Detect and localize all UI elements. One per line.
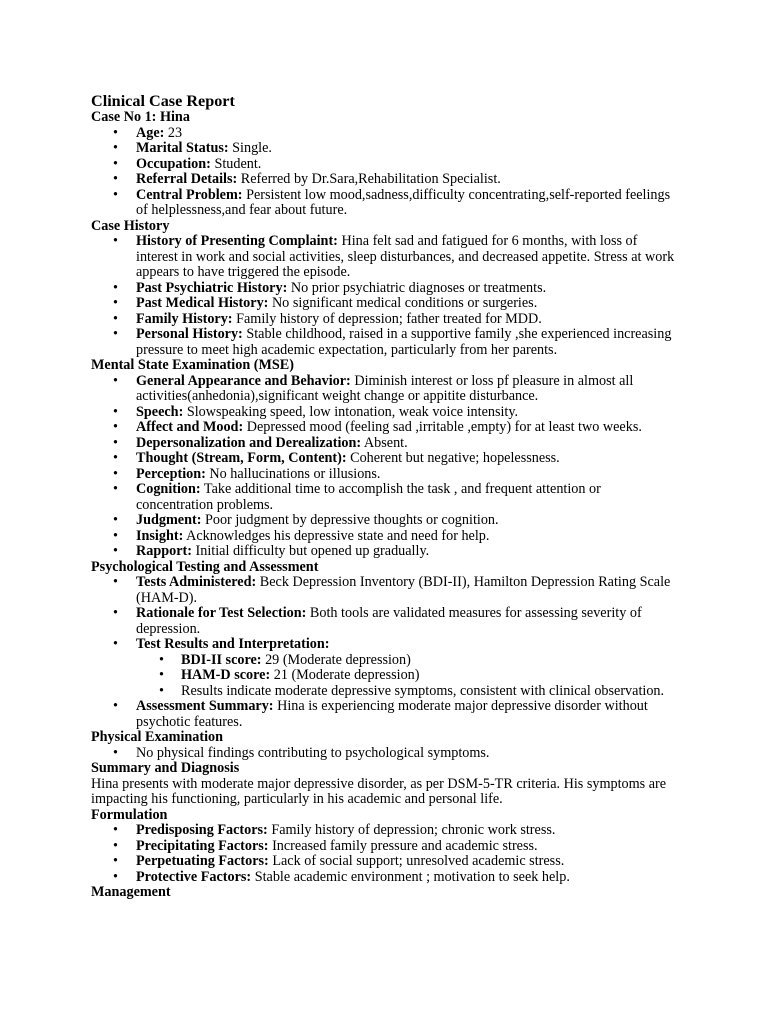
list-item-text: Lack of social support; unresolved academic stress. xyxy=(268,853,565,869)
list-item-marital-status xyxy=(91,141,681,157)
section-heading-case-history: Case History xyxy=(91,217,170,234)
list-item-occupation xyxy=(91,157,681,173)
list-item-label: Protective Factors: xyxy=(136,868,252,885)
section-heading-formulation: Formulation xyxy=(91,806,168,823)
list-item-tests-administered xyxy=(91,575,681,606)
list-item-perception xyxy=(91,467,681,483)
list-item-text: No physical findings contributing to psychological symptoms. xyxy=(136,744,490,761)
list-item-label: Predisposing Factors: xyxy=(136,822,268,838)
list-item-label: Cognition: xyxy=(136,481,201,497)
list-item-text: Diminish interest or loss pf pleasure in almost all activities(anhedonia),significant weight change or appitite disturbance. xyxy=(136,372,634,404)
list-item-text: Increased family pressure and academic stress. xyxy=(268,837,538,854)
list-item-text: Absent. xyxy=(361,434,408,451)
list-item-text: Hina felt sad and fatigued for 6 months, with loss of interest in work and social activities, sleep disturbances, and decreased appetite. Stress at work appears to have triggered the episode. xyxy=(136,233,675,280)
list-item-age xyxy=(91,126,681,142)
list-item-text: 29 (Moderate depression) xyxy=(261,651,411,668)
list-item-label: Judgment: xyxy=(136,512,202,528)
list-item-text: Slowspeaking speed, low intonation, weak voice intensity. xyxy=(183,403,519,420)
document-body xyxy=(91,92,681,901)
physical-list xyxy=(91,746,681,762)
list-item-test-results xyxy=(91,637,681,699)
list-item-predisposing xyxy=(91,823,681,839)
section-heading-physical: Physical Examination xyxy=(91,729,224,745)
list-item-text: Depressed mood (feeling sad ,irritable ,empty) for at least two weeks. xyxy=(243,419,642,435)
list-item-label: HAM-D score: xyxy=(181,667,271,683)
list-item-label: Central Problem: xyxy=(136,186,243,203)
list-item-cognition xyxy=(91,482,681,513)
list-item-label: Insight: xyxy=(136,527,184,544)
section-heading-case: Case No 1: Hina xyxy=(91,109,190,125)
sublist-item-bdi-score xyxy=(136,653,681,669)
list-item-text: 23 xyxy=(164,124,183,141)
list-item-past-psychiatric-history xyxy=(91,281,681,297)
list-item-text: Hina is experiencing moderate major depressive disorder without psychotic features. xyxy=(136,698,648,730)
list-item-text: Family history of depression; chronic work stress. xyxy=(267,822,556,838)
list-item-text: Stable childhood, raised in a supportive family ,she experienced increasing pressure to meet high academic expectation, particularly from her parents. xyxy=(136,326,672,358)
list-item-rationale xyxy=(91,606,681,637)
list-item-label: General Appearance and Behavior: xyxy=(136,372,351,389)
list-item-text: 21 (Moderate depression) xyxy=(270,667,420,683)
formulation-list xyxy=(91,823,681,885)
list-item-personal-history xyxy=(91,327,681,358)
list-item-insight xyxy=(91,529,681,545)
list-item-label: Family History: xyxy=(136,310,233,327)
list-item-label: Referral Details: xyxy=(136,171,238,187)
sublist-item-results-interpretation xyxy=(136,684,681,700)
list-item-referral-details xyxy=(91,172,681,188)
list-item-label: Personal History: xyxy=(136,326,243,342)
list-item-affect-mood xyxy=(91,420,681,436)
list-item-label: Perpetuating Factors: xyxy=(136,853,269,869)
list-item-depersonalization xyxy=(91,436,681,452)
list-item-text: Initial difficulty but opened up gradually. xyxy=(191,543,430,559)
list-item-label: Thought (Stream, Form, Content): xyxy=(136,450,347,466)
list-item-label: Assessment Summary: xyxy=(136,698,274,714)
list-item-presenting-complaint xyxy=(91,234,681,281)
list-item-past-medical-history xyxy=(91,296,681,312)
list-item-label: Past Medical History: xyxy=(136,295,269,311)
document-title: Clinical Case Report xyxy=(91,92,235,110)
list-item-label: Rationale for Test Selection: xyxy=(136,605,307,621)
list-item-text: No hallucinations or illusions. xyxy=(205,465,381,482)
list-item-text: Referred by Dr.Sara,Rehabilitation Specialist. xyxy=(237,171,501,187)
section-heading-management: Management xyxy=(91,884,171,900)
list-item-text: Coherent but negative; hopelessness. xyxy=(346,450,560,466)
list-item-text: Results indicate moderate depressive symptoms, consistent with clinical observation. xyxy=(181,682,665,699)
list-item-label: Occupation: xyxy=(136,155,211,172)
list-item-label: Test Results and Interpretation: xyxy=(136,636,330,652)
list-item-text: Single. xyxy=(228,140,272,156)
list-item-label: Perception: xyxy=(136,465,206,482)
list-item-central-problem xyxy=(91,188,681,219)
list-item-rapport xyxy=(91,544,681,560)
list-item-label: Precipitating Factors: xyxy=(136,837,269,854)
list-item-speech xyxy=(91,405,681,421)
list-item-text: Stable academic environment ; motivation to seek help. xyxy=(251,868,570,885)
list-item-label: Affect and Mood: xyxy=(136,419,244,435)
list-item-precipitating xyxy=(91,839,681,855)
list-item-family-history xyxy=(91,312,681,328)
list-item-appearance-behavior xyxy=(91,374,681,405)
list-item-text: Acknowledges his depressive state and need for help. xyxy=(183,527,490,544)
list-item-perpetuating xyxy=(91,854,681,870)
list-item-label: Age: xyxy=(136,124,165,141)
list-item-physical-findings xyxy=(91,746,681,762)
list-item-label: Marital Status: xyxy=(136,140,229,156)
list-item-thought xyxy=(91,451,681,467)
test-results-sublist xyxy=(136,653,681,700)
list-item-label: BDI-II score: xyxy=(181,651,262,668)
list-item-text: No prior psychiatric diagnoses or treatments. xyxy=(287,279,547,296)
list-item-assessment-summary xyxy=(91,699,681,730)
mse-list xyxy=(91,374,681,560)
list-item-text: Poor judgment by depressive thoughts or cognition. xyxy=(201,512,499,528)
list-item-text: Student. xyxy=(210,155,262,172)
list-item-protective xyxy=(91,870,681,886)
list-item-label: Depersonalization and Derealization: xyxy=(136,434,362,451)
list-item-text: No significant medical conditions or surgeries. xyxy=(268,295,538,311)
list-item-label: Past Psychiatric History: xyxy=(136,279,288,296)
list-item-text: Family history of depression; father treated for MDD. xyxy=(232,310,542,327)
section-heading-mse: Mental State Examination (MSE) xyxy=(91,357,294,373)
sublist-item-hamd-score xyxy=(136,668,681,684)
list-item-text: Both tools are validated measures for assessing severity of depression. xyxy=(136,605,642,637)
section-heading-summary-diagnosis: Summary and Diagnosis xyxy=(91,760,240,776)
list-item-label: Rapport: xyxy=(136,543,192,559)
section-heading-testing: Psychological Testing and Assessment xyxy=(91,558,319,575)
testing-list xyxy=(91,575,681,730)
summary-diagnosis-paragraph: Hina presents with moderate major depressive disorder, as per DSM-5-TR criteria. His symptoms are impacting his functioning, particularly in his academic and personal life. xyxy=(91,775,667,807)
list-item-text: Take additional time to accomplish the task , and frequent attention or concentration problems. xyxy=(136,481,601,513)
list-item-label: Speech: xyxy=(136,403,184,420)
list-item-text: Persistent low mood,sadness,difficulty concentrating,self-reported feelings of helplessness,and fear about future. xyxy=(136,186,671,218)
case-history-list xyxy=(91,234,681,358)
list-item-judgment xyxy=(91,513,681,529)
list-item-label: Tests Administered: xyxy=(136,574,257,590)
case-details-list xyxy=(91,126,681,219)
list-item-label: History of Presenting Complaint: xyxy=(136,233,338,249)
list-item-text: Beck Depression Inventory (BDI-II), Hamilton Depression Rating Scale (HAM-D). xyxy=(136,574,671,606)
